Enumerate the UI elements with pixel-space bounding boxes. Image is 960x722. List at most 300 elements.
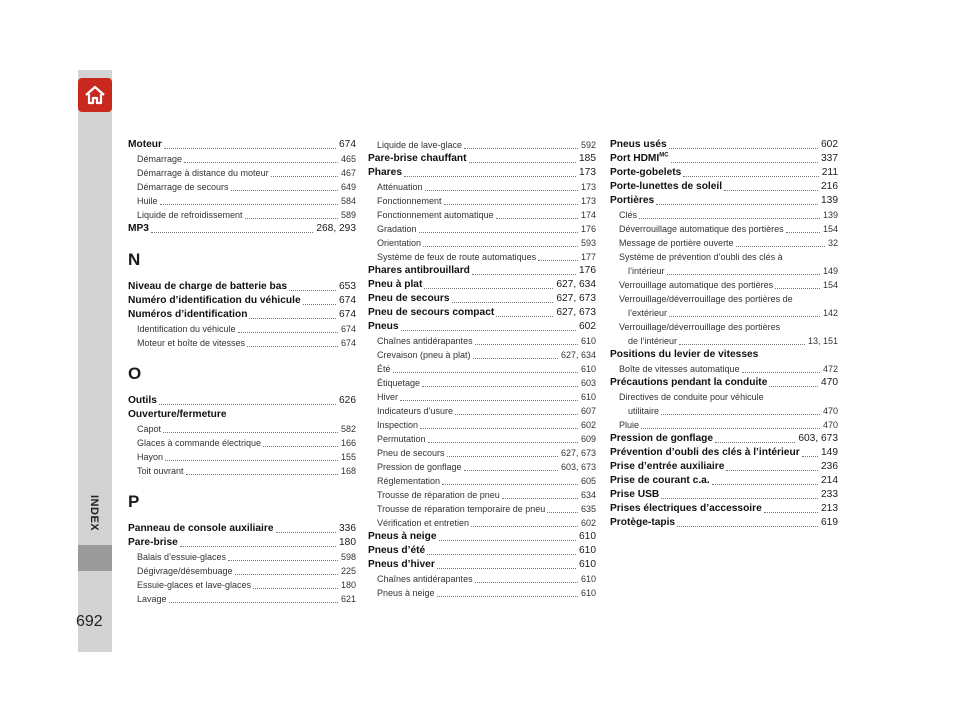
entry-label-text: Pneu à plat	[368, 279, 423, 290]
index-subentry[interactable]	[368, 586, 596, 600]
entry-label-text: Clés	[619, 210, 638, 220]
page-reference[interactable]: 674	[340, 324, 356, 334]
entry-label	[137, 436, 261, 450]
page-reference[interactable]: 213	[821, 503, 838, 514]
leader-dots	[677, 526, 818, 527]
leader-dots	[502, 498, 578, 499]
entry-label	[377, 138, 462, 152]
page-reference[interactable]: 610	[579, 531, 596, 542]
entry-label	[137, 550, 226, 564]
entry-label	[610, 180, 722, 194]
page-reference[interactable]: 610	[580, 574, 596, 584]
entry-label	[619, 208, 637, 222]
page-reference[interactable]: 180	[339, 537, 356, 548]
index-entry[interactable]	[610, 166, 838, 180]
entry-label	[377, 516, 469, 530]
page-reference[interactable]: 470	[822, 420, 838, 430]
page-reference[interactable]: 149	[822, 266, 838, 276]
leader-dots	[245, 218, 338, 219]
index-subentry[interactable]	[368, 250, 596, 264]
leader-dots	[253, 588, 338, 589]
index-entry[interactable]	[128, 408, 356, 422]
index-tab-label[interactable]: INDEX	[88, 495, 100, 532]
index-subentry[interactable]	[368, 376, 596, 390]
page-reference[interactable]: 634	[580, 490, 596, 500]
index-entry[interactable]	[368, 166, 596, 180]
index-entry[interactable]	[128, 138, 356, 152]
entry-label	[128, 138, 162, 152]
entry-label-text: Réglementation	[377, 476, 441, 486]
index-entry[interactable]	[368, 530, 596, 544]
entry-label	[610, 474, 710, 488]
entry-label	[610, 488, 659, 502]
entry-label	[137, 322, 236, 336]
index-entry[interactable]	[128, 222, 356, 236]
entry-label	[128, 536, 178, 550]
entry-label	[377, 586, 435, 600]
index-subentry[interactable]	[128, 550, 356, 564]
index-subentry[interactable]	[368, 390, 596, 404]
index-subentry[interactable]	[610, 222, 838, 236]
page-reference[interactable]: 610	[580, 364, 596, 374]
leader-dots	[444, 204, 578, 205]
entry-label-text: Prises électriques d’accessoire	[610, 503, 762, 514]
leader-dots	[423, 246, 578, 247]
index-subentry-text: Système de prévention d’oubli des clés à	[619, 252, 783, 262]
page-reference[interactable]: 602	[579, 321, 596, 332]
entry-label-text: Prévention d’oubli des clés à l’intérieur	[610, 447, 800, 458]
leader-dots	[469, 162, 576, 163]
leader-dots	[661, 498, 818, 499]
leader-dots	[471, 526, 578, 527]
entry-label-text: Précautions pendant la conduite	[610, 377, 768, 388]
entry-label	[377, 390, 398, 404]
page-reference[interactable]: 649	[340, 182, 356, 192]
entry-label-text: Trousse de réparation de pneu	[377, 490, 500, 500]
leader-dots	[289, 290, 336, 291]
page-reference[interactable]: 627, 634	[560, 350, 596, 360]
leader-dots	[180, 546, 336, 547]
page-reference[interactable]: 674	[339, 139, 356, 150]
index-subentry[interactable]	[368, 460, 596, 474]
index-entry[interactable]	[128, 280, 356, 294]
entry-label	[377, 446, 445, 460]
entry-label	[610, 432, 713, 446]
index-subentry[interactable]	[610, 278, 838, 292]
index-column-1	[128, 138, 356, 606]
page-number: 692	[76, 613, 103, 630]
entry-label-text: Pneu de secours compact	[368, 307, 495, 318]
page-reference[interactable]: 598	[340, 552, 356, 562]
index-column-2	[368, 138, 596, 600]
page-reference[interactable]: 268, 293	[316, 223, 356, 234]
page-reference[interactable]: 582	[340, 424, 356, 434]
page-reference[interactable]: 467	[340, 168, 356, 178]
index-entry[interactable]	[610, 180, 838, 194]
leader-dots	[475, 344, 578, 345]
index-subentry[interactable]	[128, 152, 356, 166]
entry-label-text: Hayon	[137, 452, 164, 462]
index-subentry[interactable]	[128, 436, 356, 450]
page-reference[interactable]: 610	[579, 559, 596, 570]
leader-dots	[464, 148, 578, 149]
index-subentry[interactable]	[128, 422, 356, 436]
entry-label-text: Boîte de vitesses automatique	[619, 364, 740, 374]
index-subentry[interactable]	[368, 488, 596, 502]
index-entry[interactable]	[610, 516, 838, 530]
entry-label	[619, 362, 740, 376]
page-reference[interactable]: 593	[580, 238, 596, 248]
entry-label	[619, 222, 784, 236]
entry-label-text: Démarrage de secours	[137, 182, 229, 192]
leader-dots	[656, 204, 818, 205]
entry-label	[619, 278, 773, 292]
page-reference[interactable]: 610	[579, 545, 596, 556]
leader-dots	[424, 288, 553, 289]
leader-dots	[419, 232, 578, 233]
index-subentry[interactable]	[610, 264, 838, 278]
page-reference[interactable]: 470	[822, 406, 838, 416]
leader-dots	[764, 512, 818, 513]
page-reference[interactable]: 626	[339, 395, 356, 406]
leader-dots	[447, 456, 558, 457]
page-reference[interactable]: 470	[821, 377, 838, 388]
entry-label-text: Pneus à neige	[368, 531, 437, 542]
index-subentry[interactable]	[368, 418, 596, 432]
leader-dots	[427, 554, 576, 555]
leader-dots	[271, 176, 338, 177]
entry-label	[377, 362, 391, 376]
entry-label	[137, 464, 184, 478]
index-entry[interactable]	[368, 264, 596, 278]
leader-dots	[164, 148, 336, 149]
page-reference[interactable]: 139	[821, 195, 838, 206]
index-subentry[interactable]	[368, 138, 596, 152]
index-subentry[interactable]	[128, 194, 356, 208]
entry-label-text: Moteur	[128, 139, 162, 150]
entry-label-text: Panneau de console auxiliaire	[128, 523, 274, 534]
entry-label-text: Prise d’entrée auxiliaire	[610, 461, 725, 472]
entry-label	[619, 418, 639, 432]
index-entry[interactable]	[610, 138, 838, 152]
index-subentry[interactable]	[610, 418, 838, 432]
page-reference[interactable]: 635	[580, 504, 596, 514]
page-reference[interactable]: 168	[340, 466, 356, 476]
leader-dots	[802, 456, 818, 457]
entry-label	[137, 564, 233, 578]
index-subentry[interactable]	[610, 306, 838, 320]
index-subentry[interactable]	[128, 450, 356, 464]
leader-dots	[639, 218, 820, 219]
index-entry[interactable]	[368, 278, 596, 292]
leader-dots	[276, 532, 336, 533]
leader-dots	[538, 260, 578, 261]
entry-label	[610, 516, 675, 530]
entry-label	[628, 264, 665, 278]
page-reference[interactable]: 185	[579, 153, 596, 164]
entry-label	[377, 334, 473, 348]
page-reference[interactable]: 336	[339, 523, 356, 534]
entry-label	[137, 336, 245, 350]
page-reference[interactable]: 211	[821, 167, 838, 178]
page-reference[interactable]: 155	[340, 452, 356, 462]
leader-dots	[726, 470, 818, 471]
index-entry[interactable]	[610, 446, 838, 460]
leader-dots	[736, 246, 825, 247]
entry-label-text: l’extérieur	[628, 308, 668, 318]
index-subentry[interactable]	[368, 194, 596, 208]
index-letter-heading: N	[128, 250, 141, 269]
leader-dots	[496, 316, 553, 317]
index-subentry-text: Verrouillage/déverrouillage des portières	[619, 322, 781, 332]
entry-label-text: Fonctionnement	[377, 196, 442, 206]
page-reference[interactable]: 609	[580, 434, 596, 444]
index-entry[interactable]	[610, 348, 838, 362]
leader-dots	[425, 190, 578, 191]
page-reference[interactable]: 674	[340, 338, 356, 348]
page-reference[interactable]: 233	[821, 489, 838, 500]
page-reference[interactable]: 154	[822, 280, 838, 290]
entry-label	[377, 418, 418, 432]
entry-label-text: Message de portière ouverte	[619, 238, 734, 248]
leader-dots	[231, 190, 338, 191]
leader-dots	[422, 386, 578, 387]
index-entry[interactable]	[368, 152, 596, 166]
entry-label-text: Identification du véhicule	[137, 324, 236, 334]
index-subentry[interactable]	[368, 502, 596, 516]
page-reference[interactable]: 592	[580, 140, 596, 150]
page-reference[interactable]: 602	[821, 139, 838, 150]
entry-label	[368, 166, 402, 180]
page-reference[interactable]: 627, 673	[560, 448, 596, 458]
page-reference[interactable]: 603, 673	[798, 433, 838, 444]
entry-label	[377, 348, 471, 362]
entry-label	[377, 222, 417, 236]
index-entry[interactable]	[610, 194, 838, 208]
entry-label	[377, 404, 453, 418]
entry-label-text: Système de feux de route automatiques	[377, 252, 537, 262]
index-entry[interactable]	[610, 474, 838, 488]
page-reference[interactable]: 337	[821, 153, 838, 164]
page-reference[interactable]: 674	[339, 295, 356, 306]
leader-dots	[428, 442, 578, 443]
index-subentry[interactable]	[368, 432, 596, 446]
entry-label-text: Pare-brise chauffant	[368, 153, 467, 164]
leader-dots	[186, 474, 338, 475]
page-reference[interactable]: 465	[340, 154, 356, 164]
entry-label	[368, 278, 422, 292]
page-reference[interactable]: 621	[340, 594, 356, 604]
index-entry[interactable]	[610, 152, 838, 166]
page-reference[interactable]: 584	[340, 196, 356, 206]
index-subentry[interactable]	[128, 322, 356, 336]
leader-dots	[472, 274, 576, 275]
page-reference[interactable]: 602	[580, 420, 596, 430]
page-reference[interactable]: 603, 673	[560, 462, 596, 472]
trademark-sup: MC	[659, 152, 669, 159]
page-reference[interactable]: 13, 151	[807, 336, 838, 346]
page-reference[interactable]: 607	[580, 406, 596, 416]
page-reference[interactable]: 32	[827, 238, 838, 248]
entry-label-text: Pneus d’hiver	[368, 559, 435, 570]
entry-label	[610, 194, 654, 208]
entry-label-text: Prise USB	[610, 489, 660, 500]
leader-dots	[228, 560, 338, 561]
page-reference[interactable]: 602	[580, 518, 596, 528]
index-subentry[interactable]	[610, 404, 838, 418]
page-reference[interactable]: 173	[580, 196, 596, 206]
index-entry[interactable]	[368, 544, 596, 558]
index-subentry[interactable]	[368, 180, 596, 194]
page-reference[interactable]: 472	[822, 364, 838, 374]
entry-label	[137, 422, 161, 436]
entry-label-text: Pneus	[368, 321, 399, 332]
entry-label	[377, 236, 421, 250]
leader-dots	[400, 400, 578, 401]
index-subentry[interactable]	[368, 348, 596, 362]
page-reference[interactable]: 610	[580, 336, 596, 346]
entry-label	[377, 460, 462, 474]
index-subentry[interactable]	[128, 208, 356, 222]
leader-dots	[667, 274, 820, 275]
index-subentry[interactable]	[368, 572, 596, 586]
index-entry[interactable]	[368, 306, 596, 320]
page-reference[interactable]: 603	[580, 378, 596, 388]
index-entry[interactable]	[128, 522, 356, 536]
entry-label	[610, 152, 669, 166]
entry-label	[128, 308, 247, 322]
index-subentry[interactable]	[610, 362, 838, 376]
entry-label-text: MP3	[128, 223, 149, 234]
leader-dots	[712, 484, 818, 485]
entry-label-text: Démarrage	[137, 154, 183, 164]
entry-label	[377, 194, 442, 208]
index-subentry[interactable]	[368, 446, 596, 460]
leader-dots	[473, 358, 558, 359]
entry-label-text: utilitaire	[628, 406, 660, 416]
page-reference[interactable]: 225	[340, 566, 356, 576]
index-subentry[interactable]	[368, 208, 596, 222]
index-subentry[interactable]	[368, 222, 596, 236]
leader-dots	[464, 470, 558, 471]
page-reference[interactable]: 589	[340, 210, 356, 220]
page-reference[interactable]: 627, 673	[556, 307, 596, 318]
entry-label-text: Pneu de secours	[368, 293, 450, 304]
index-subentry[interactable]	[128, 578, 356, 592]
leader-dots	[669, 316, 820, 317]
entry-label	[137, 450, 163, 464]
page-reference[interactable]: 149	[821, 447, 838, 458]
index-entry[interactable]	[368, 558, 596, 572]
leader-dots	[238, 332, 338, 333]
index-subentry[interactable]	[128, 166, 356, 180]
leader-dots	[641, 428, 820, 429]
index-entry[interactable]	[128, 394, 356, 408]
page-reference[interactable]: 173	[579, 167, 596, 178]
page-reference[interactable]: 610	[580, 588, 596, 598]
home-button[interactable]	[78, 78, 112, 112]
index-entry[interactable]	[128, 308, 356, 322]
page-reference[interactable]: 610	[580, 392, 596, 402]
entry-label	[368, 306, 494, 320]
index-entry[interactable]	[368, 292, 596, 306]
page-reference[interactable]: 674	[339, 309, 356, 320]
index-subentry[interactable]	[128, 180, 356, 194]
entry-label-text: de l’intérieur	[628, 336, 678, 346]
leader-dots	[452, 302, 554, 303]
entry-label-text: Balais d’essuie-glaces	[137, 552, 227, 562]
index-subentry[interactable]	[128, 592, 356, 606]
index-subentry[interactable]	[128, 336, 356, 350]
page-reference[interactable]: 139	[822, 210, 838, 220]
index-subentry[interactable]	[368, 236, 596, 250]
page-reference[interactable]: 142	[822, 308, 838, 318]
index-subentry[interactable]	[610, 334, 838, 348]
page-reference[interactable]: 653	[339, 281, 356, 292]
entry-label-text: Niveau de charge de batterie bas	[128, 281, 288, 292]
index-entry[interactable]	[128, 294, 356, 308]
index-entry[interactable]	[610, 376, 838, 390]
index-entry[interactable]	[610, 460, 838, 474]
page-reference[interactable]: 176	[579, 265, 596, 276]
entry-label-text: Liquide de lave-glace	[377, 140, 463, 150]
index-entry[interactable]	[128, 536, 356, 550]
page-reference[interactable]: 214	[821, 475, 838, 486]
page-reference[interactable]: 173	[580, 182, 596, 192]
entry-label-text: Positions du levier de vitesses	[610, 349, 759, 360]
index-subentry[interactable]	[128, 564, 356, 578]
index-entry[interactable]	[610, 488, 838, 502]
page-reference[interactable]: 180	[340, 580, 356, 590]
page-reference[interactable]: 236	[821, 461, 838, 472]
entry-label-text: Protège-tapis	[610, 517, 676, 528]
entry-label	[137, 194, 158, 208]
page-reference[interactable]: 166	[340, 438, 356, 448]
page-reference[interactable]: 177	[580, 252, 596, 262]
index-subentry[interactable]	[128, 464, 356, 478]
index-subentry[interactable]	[368, 474, 596, 488]
entry-label	[610, 348, 758, 362]
index-entry[interactable]	[368, 320, 596, 334]
leader-dots	[263, 446, 338, 447]
entry-label-text: Été	[377, 364, 391, 374]
index-subentry[interactable]	[368, 404, 596, 418]
leader-dots	[437, 596, 578, 597]
entry-label-text: Toit ouvrant	[137, 466, 184, 476]
index-subentry[interactable]	[610, 236, 838, 250]
page-reference[interactable]: 627, 634	[556, 279, 596, 290]
entry-label	[137, 578, 251, 592]
entry-label	[377, 376, 420, 390]
leader-dots	[249, 318, 336, 319]
entry-label-text: l’intérieur	[628, 266, 665, 276]
page-reference[interactable]: 619	[821, 517, 838, 528]
index-subentry[interactable]	[610, 208, 838, 222]
index-entry[interactable]	[610, 502, 838, 516]
page-reference[interactable]: 174	[580, 210, 596, 220]
index-subentry[interactable]	[368, 362, 596, 376]
leader-dots	[247, 346, 338, 347]
page-reference[interactable]: 627, 673	[556, 293, 596, 304]
page-reference[interactable]: 176	[580, 224, 596, 234]
page-reference[interactable]: 154	[822, 224, 838, 234]
page-reference[interactable]: 605	[580, 476, 596, 486]
page-reference[interactable]: 216	[821, 181, 838, 192]
index-subentry[interactable]	[368, 334, 596, 348]
entry-label	[368, 292, 450, 306]
index-entry[interactable]	[610, 432, 838, 446]
index-subentry[interactable]	[368, 516, 596, 530]
